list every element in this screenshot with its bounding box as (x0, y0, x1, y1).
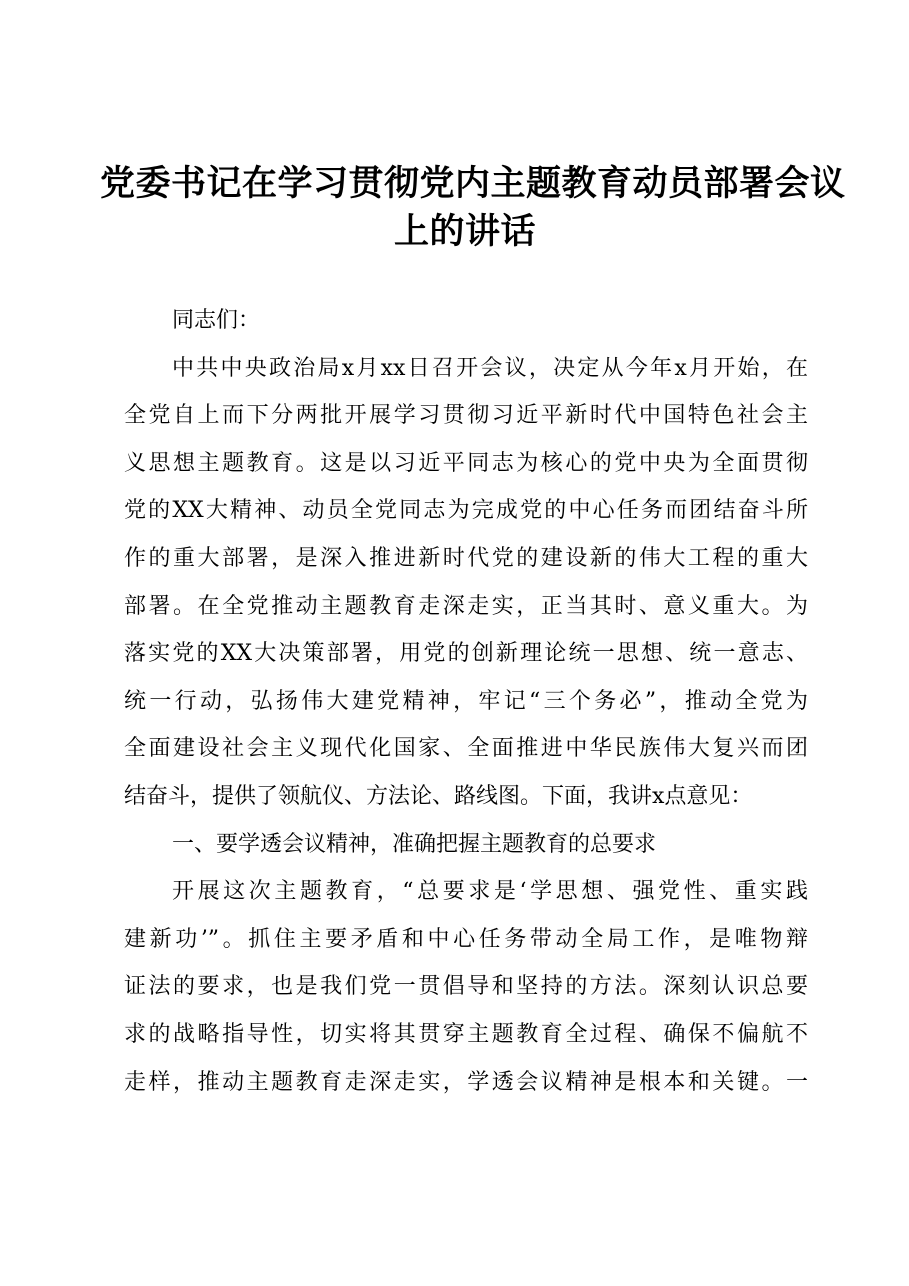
intro-line-8: 统一行动，弘扬伟大建党精神，牢记“三个务必”，推动全党为 (124, 688, 808, 714)
salutation: 同志们： (172, 308, 261, 333)
document-body (124, 297, 808, 1106)
intro-line-9: 全面建设社会主义现代化国家、全面推进中华民族伟大复兴而团 (124, 736, 808, 762)
intro-line-5: 作的重大部署，是深入推进新时代党的建设新的伟大工程的重大 (124, 545, 808, 571)
title-line-1: 党委书记在学习贯彻党内主题教育动员部署会议 (100, 164, 846, 204)
section-1-line-2: 建新功’”。抓住主要矛盾和中心任务带动全局工作，是唯物辩 (124, 926, 808, 952)
intro-line-6: 部署。在全党推动主题教育走深走实，正当其时、意义重大。为 (124, 593, 808, 619)
intro-line-4: 党的XX大精神、动员全党同志为完成党的中心任务而团结奋斗所 (124, 498, 808, 524)
intro-line-7: 落实党的XX大决策部署，用党的创新理论统一思想、统一意志、 (124, 641, 808, 667)
section-1-line-5: 走样，推动主题教育走深走实，学透会议精神是根本和关键。一 (124, 1069, 808, 1095)
section-1-line-3: 证法的要求，也是我们党一贯倡导和坚持的方法。深刻认识总要 (124, 974, 808, 1000)
section-1-line-1: 开展这次主题教育，“总要求是‘学思想、强党性、重实践 (172, 879, 808, 905)
intro-line-10: 结奋斗，提供了领航仪、方法论、路线图。下面，我讲x点意见： (124, 783, 753, 809)
document-title (100, 160, 846, 256)
title-line-2: 上的讲话 (393, 212, 536, 252)
intro-line-3: 义思想主题教育。这是以习近平同志为核心的党中央为全面贯彻 (124, 450, 808, 476)
intro-line-2: 全党自上而下分两批开展学习贯彻习近平新时代中国特色社会主 (124, 403, 808, 429)
section-1-line-4: 求的战略指导性，切实将其贯穿主题教育全过程、确保不偏航不 (124, 1021, 808, 1047)
section-heading-1: 一、要学透会议精神，准确把握主题教育的总要求 (172, 831, 657, 857)
intro-line-1: 中共中央政治局x月xx日召开会议，决定从今年x月开始，在 (172, 355, 808, 381)
